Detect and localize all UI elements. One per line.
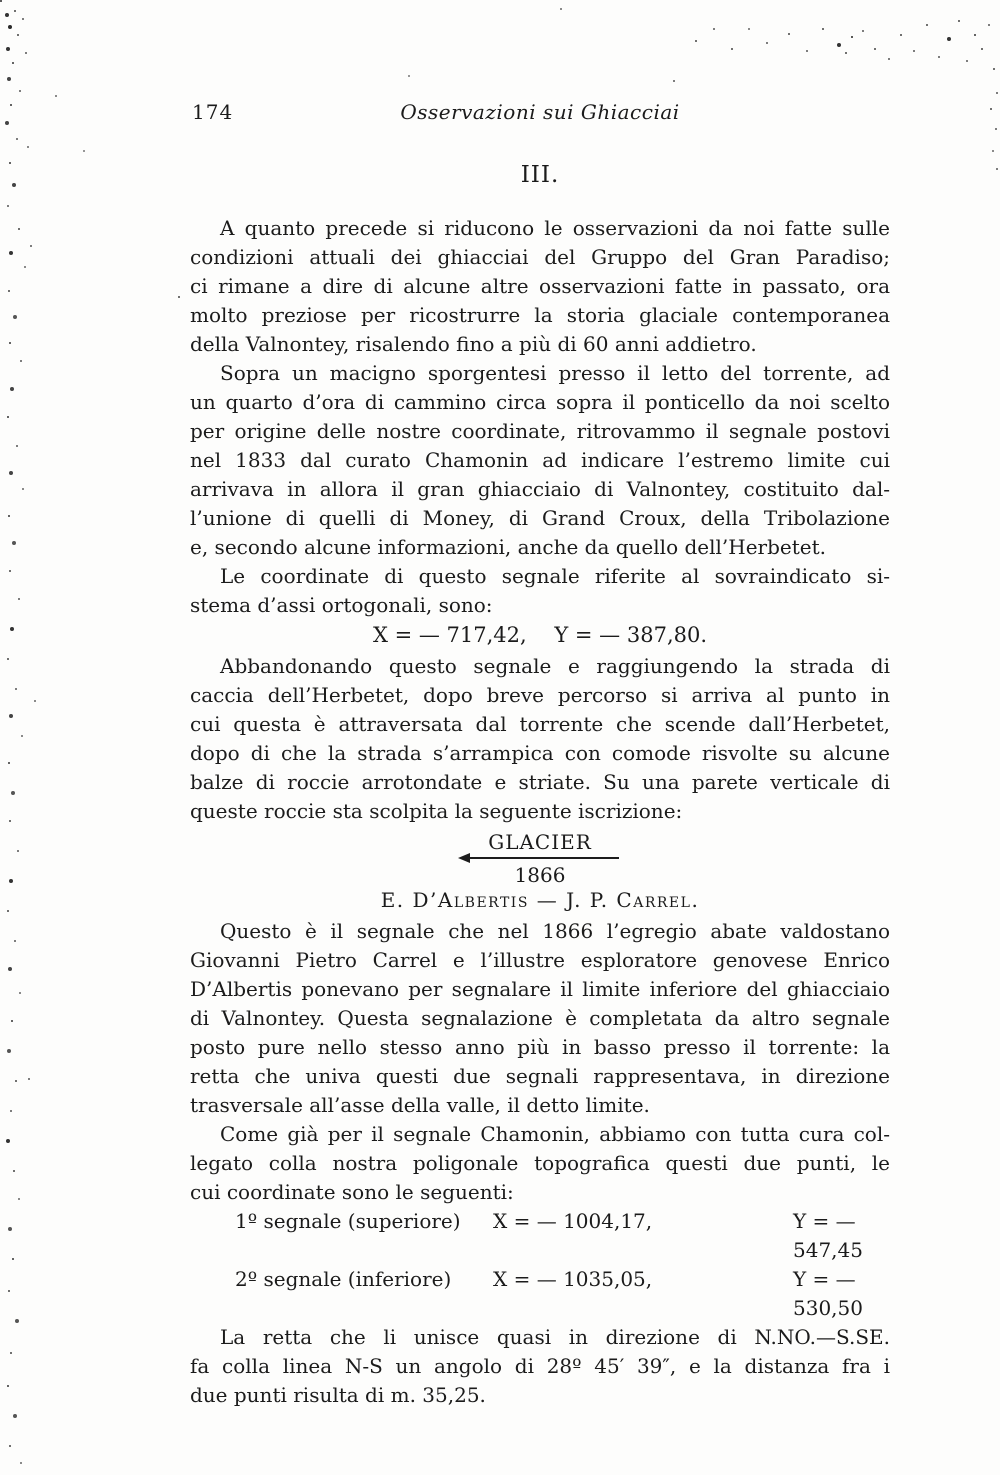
scan-noise-top-right: [0, 0, 2, 2]
coordinate-row-2: [235, 1265, 890, 1323]
paragraph-7: [190, 1323, 890, 1410]
inscription-arrow-row: [190, 853, 890, 863]
text-line: molto preziose per ricostrurre la storia glaciale contemporanea: [190, 303, 890, 327]
text-line: balze di roccie arrotondate e striate. Su una parete verticale di: [190, 770, 890, 794]
inscription-year: 1866: [514, 863, 566, 887]
text-line: della Valnontey, risalendo fino a più di 60 anni addietro.: [190, 332, 757, 356]
coordinate-label: 1º segnale (superiore): [235, 1209, 461, 1233]
paragraph-3: [190, 562, 890, 620]
text-line: stema d’assi ortogonali, sono:: [190, 593, 493, 617]
text-line: Come già per il segnale Chamonin, abbiamo con tutta cura col-: [220, 1122, 890, 1146]
text-line: queste roccie sta scolpita la seguente iscrizione:: [190, 799, 683, 823]
text-line: l’unione di quelli di Money, di Grand Croux, della Tribolazione: [190, 506, 890, 530]
text-line: Giovanni Pietro Carrel e l’illustre esploratore genovese Enrico: [190, 948, 890, 972]
inscription-word: GLACIER: [488, 830, 592, 854]
text-line: trasversale all’asse della valle, il detto limite.: [190, 1093, 650, 1117]
text-line: dopo di che la strada s’arrampica con comode risvolte su alcune: [190, 741, 890, 765]
text-line: e, secondo alcune informazioni, anche da quello dell’Herbetet.: [190, 535, 826, 559]
coordinate-x-value: X = — 1035,05,: [493, 1267, 653, 1291]
paragraph-1: [190, 214, 890, 359]
text-line: ci rimane a dire di alcune altre osservazioni fatte in passato, ora: [190, 274, 890, 298]
text-line: condizioni attuali dei ghiacciai del Gruppo del Gran Paradiso;: [190, 245, 890, 269]
running-title: Osservazioni sui Ghiacciai: [400, 100, 680, 124]
coordinate-y-value: Y = — 547,45: [793, 1209, 863, 1262]
text-line: due punti risulta di m. 35,25.: [190, 1383, 486, 1407]
text-line: Le coordinate di questo segnale riferite al sovraindicato si-: [220, 564, 890, 588]
text-line: nel 1833 dal curato Chamonin ad indicare l’estremo limite cui: [190, 448, 890, 472]
text-line: caccia dell’Herbetet, dopo breve percorso si arriva al punto in: [190, 683, 890, 707]
text-line: cui coordinate sono le seguenti:: [190, 1180, 514, 1204]
coordinate-x-value: X = — 1004,17,: [493, 1209, 653, 1233]
paragraph-6: [190, 1120, 890, 1207]
text-line: per origine delle nostre coordinate, ritrovammo il segnale postovi: [190, 419, 890, 443]
text-line: di Valnontey. Questa segnalazione è completata da altro segnale: [190, 1006, 890, 1030]
left-arrow-icon: [461, 857, 619, 859]
text-line: arrivava in allora il gran ghiacciaio di Valnontey, costituito dal-: [190, 477, 890, 501]
paragraph-5: [190, 917, 890, 1120]
text-line: Questo è il segnale che nel 1866 l’egregio abate valdostano: [220, 919, 890, 943]
text-line: posto pure nello stesso anno più in basso presso il torrente: la: [190, 1035, 890, 1059]
rock-inscription: [190, 831, 890, 914]
text-line: retta che univa questi due segnali rappresentava, in direzione: [190, 1064, 890, 1088]
text-line: legato colla nostra poligonale topografica questi due punti, le: [190, 1151, 890, 1175]
coordinate-row-1: [235, 1207, 890, 1265]
text-line: La retta che li unisce quasi in direzione di N.NO.—S.SE.: [220, 1325, 890, 1349]
page-content: [190, 0, 890, 1410]
page-header: [190, 98, 890, 124]
text-line: cui questa è attraversata dal torrente che scende dall’Herbetet,: [190, 712, 890, 736]
section-heading: III.: [520, 162, 560, 188]
text-line: fa colla linea N-S un angolo di 28º 45′ 39″, e la distanza fra i: [190, 1354, 890, 1378]
coordinates-formula: X = — 717,42, Y = — 387,80.: [372, 623, 708, 647]
coordinate-label: 2º segnale (inferiore): [235, 1267, 452, 1291]
text-line: Abbandonando questo segnale e raggiungendo la strada di: [220, 654, 890, 678]
text-line: A quanto precede si riducono le osservazioni da noi fatte sulle: [220, 216, 890, 240]
page-number: 174: [192, 100, 234, 124]
paragraph-4: [190, 652, 890, 826]
inscription-names: E. D’Albertis — J. P. Carrel.: [380, 888, 700, 912]
coordinate-y-value: Y = — 530,50: [793, 1267, 863, 1320]
text-line: D’Albertis ponevano per segnalare il limite inferiore del ghiacciaio: [190, 977, 890, 1001]
paragraph-2: [190, 359, 890, 562]
text-line: Sopra un macigno sporgentesi presso il letto del torrente, ad: [220, 361, 890, 385]
text-line: un quarto d’ora di cammino circa sopra il ponticello da noi scelto: [190, 390, 890, 414]
